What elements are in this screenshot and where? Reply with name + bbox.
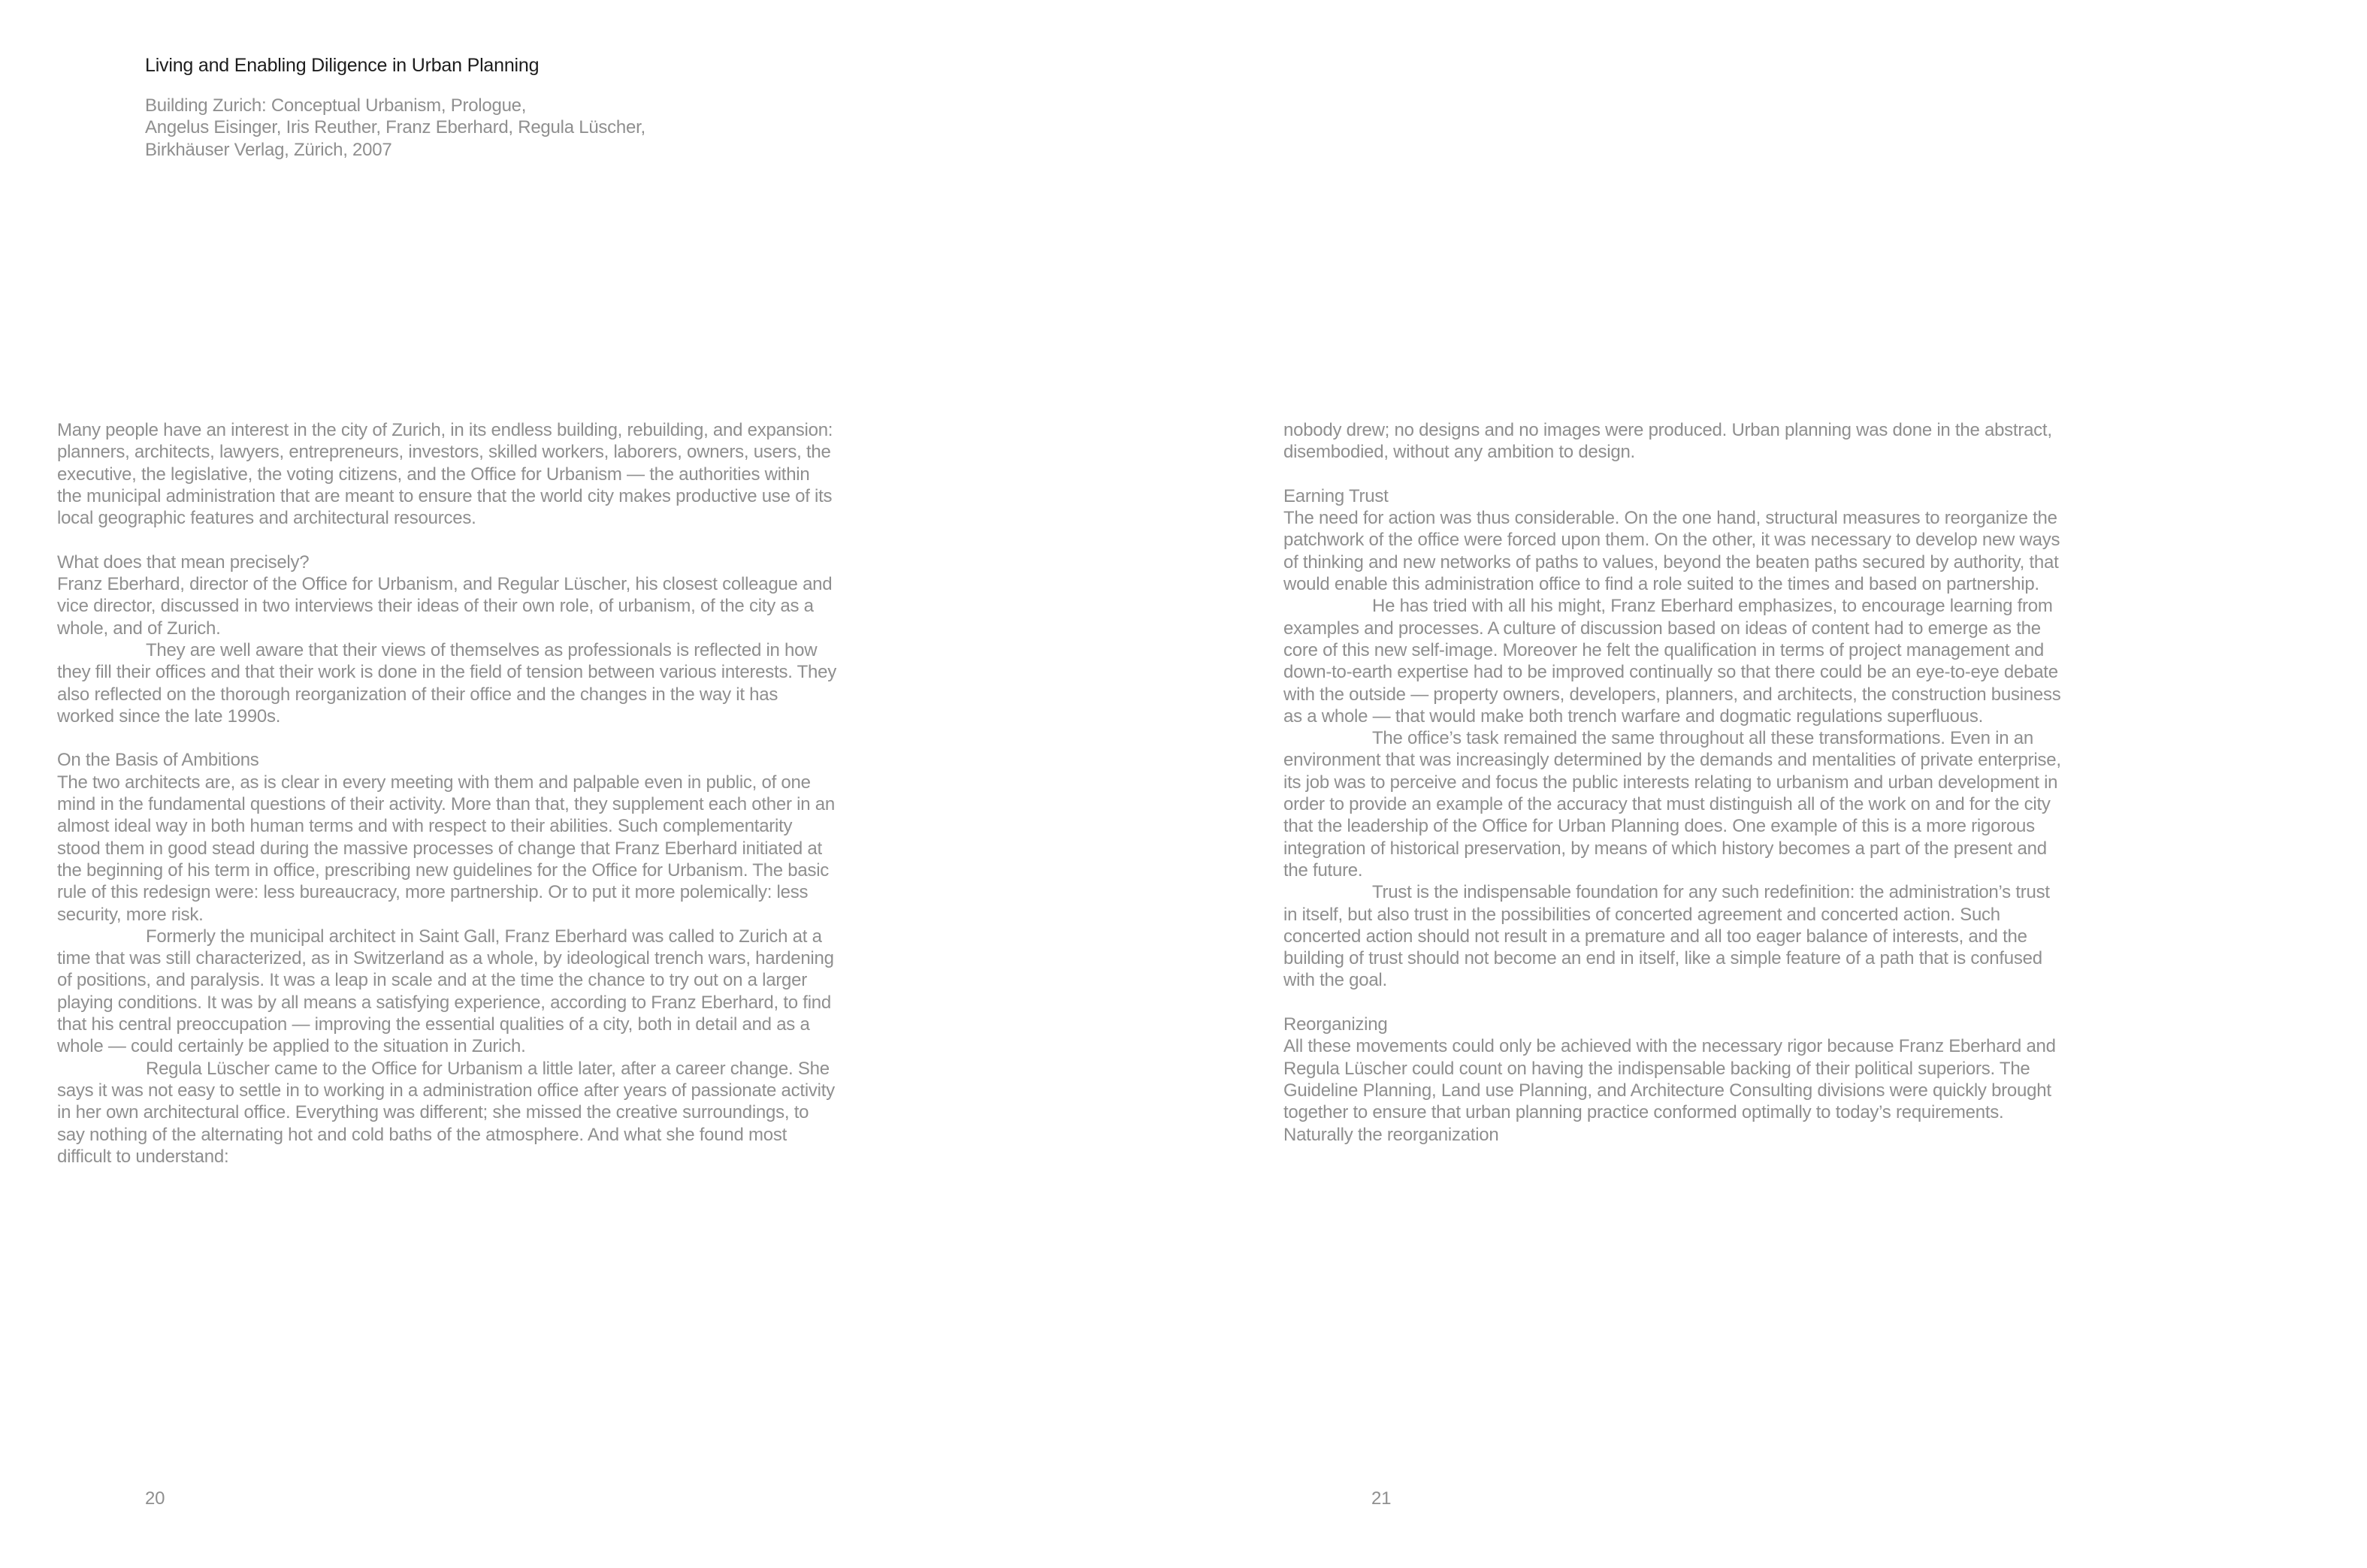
text-block-reorganizing	[1283, 1014, 2065, 1146]
block-heading: Earning Trust	[1283, 485, 1389, 506]
paragraph: All these movements could only be achieved with the necessary rigor because Franz Eberhard and Regula Lüscher could count on having the indispensable backing of their political superiors. The Guideline Planning, Land use Planning, and Architecture Consulting divisions were quickly brought together to ensure that urban planning practice conformed optimally to today’s requirements. Naturally the reorganization	[1283, 1036, 2056, 1145]
text-block-continuation	[1283, 419, 2065, 464]
left-text-column	[57, 419, 839, 1168]
source-line: Birkhäuser Verlag, Zürich, 2007	[145, 139, 392, 160]
right-text-column	[1283, 419, 2065, 1146]
block-heading: Reorganizing	[1283, 1014, 1388, 1035]
text-block-what-does-that-mean	[57, 551, 839, 727]
paragraph: They are well aware that their views of themselves as professionals is reflected in how they fill their offices and that their work is done in the field of tension between various interests. They also reflected on the thorough reorganization of their office and the changes in the way it has worked since the late 1990s.	[57, 639, 836, 727]
block-heading: On the Basis of Ambitions	[57, 750, 259, 771]
title-block	[145, 54, 539, 77]
source-reference-block	[145, 95, 645, 161]
text-block-earning-trust	[1283, 485, 2065, 992]
page-number-left: 20	[145, 1488, 165, 1509]
source-line: Angelus Eisinger, Iris Reuther, Franz Eberhard, Regula Lüscher,	[145, 117, 645, 138]
paragraph: Formerly the municipal architect in Saint Gall, Franz Eberhard was called to Zurich at a time that was still characterized, as in Switzerland as a whole, by ideological trench wars, hardening of positions, and paralysis. It was a leap in scale and at the time the chance to try out on a larger playing conditions. It was by all means a satisfying experience, according to Franz Eberhard, to find that his central preoccupation — improving the essential qualities of a city, both in detail and as a whole — could certainly be applied to the situation in Zurich.	[57, 926, 834, 1057]
paragraph: Many people have an interest in the city of Zurich, in its endless building, rebuilding, and expansion: planners, architects, lawyers, entrepreneurs, investors, skilled workers, laborers, owners, users, the executive, the legislative, the voting citizens, and the Office for Urbanism — the authorities within the municipal administration that are meant to ensure that the world city makes productive use of its local geographic features and architectural resources.	[57, 420, 833, 529]
paragraph: nobody drew; no designs and no images were produced. Urban planning was done in the abstract, disembodied, without any ambition to design.	[1283, 420, 2052, 463]
paragraph: Franz Eberhard, director of the Office for Urbanism, and Regular Lüscher, his closest colleague and vice director, discussed in two interviews their ideas of their own role, of urbanism, of the city as a whole, and of Zurich.	[57, 574, 833, 639]
source-line: Building Zurich: Conceptual Urbanism, Prologue,	[145, 95, 527, 116]
paragraph: He has tried with all his might, Franz Eberhard emphasizes, to encourage learning from examples and processes. A culture of discussion based on ideas of content had to emerge as the core of this new self-image. Moreover he felt the qualification in terms of project management and down-to-earth expertise had to be improved continually so that there could be an eye-to-eye debate with the outside — property owners, developers, planners, and architects, the construction business as a whole — that would make both trench warfare and dogmatic regulations superfluous.	[1283, 596, 2061, 727]
block-heading: What does that mean precisely?	[57, 551, 310, 573]
paragraph: Regula Lüscher came to the Office for Urbanism a little later, after a career change. She says it was not easy to settle in to working in a administration office after years of passionate activity in her own architectural office. Everything was different; she missed the creative surroundings, to say nothing of the alternating hot and cold baths of the atmosphere. And what she found most difficult to understand:	[57, 1058, 835, 1167]
paragraph: The two architects are, as is clear in every meeting with them and palpable even in public, of one mind in the fundamental questions of their activity. More than that, they supplement each other in an almost ideal way in both human terms and with respect to their abilities. Such complementarity stood them in good stead during the massive processes of change that Franz Eberhard initiated at the beginning of his term in office, prescribing new guidelines for the Office for Urbanism. The basic rule of this redesign were: less bureaucracy, more partnership. Or to put it more polemically: less security, more risk.	[57, 772, 835, 925]
page-title: Living and Enabling Diligence in Urban Planning	[145, 55, 540, 76]
paragraph: The office’s task remained the same throughout all these transformations. Even in an environment that was increasingly determined by the demands and mentalities of private enterprise, its job was to perceive and focus the public interests relating to urbanism and urban development in order to provide an example of the accuracy that must distinguish all of the work on and for the city that the leadership of the Office for Urban Planning does. One example of this is a more rigorous integration of historical preservation, by means of which history becomes a part of the present and the future.	[1283, 728, 2061, 881]
paragraph: The need for action was thus considerable. On the one hand, structural measures to reorganize the patchwork of the office were forced upon them. On the other, it was necessary to develop new ways of thinking and new networks of paths to values, beyond the beaten paths secured by authority, that would enable this administration office to find a role suited to the times and based on partnership.	[1283, 508, 2060, 595]
paragraph: Trust is the indispensable foundation for any such redefinition: the administration’s trust in itself, but also trust in the possibilities of concerted agreement and concerted action. Such concerted action should not result in a premature and all too eager balance of interests, and the building of trust should not become an end in itself, like a simple feature of a path that is confused with the goal.	[1283, 882, 2050, 991]
text-block-intro	[57, 419, 839, 529]
text-block-on-the-basis-of-ambitions	[57, 749, 839, 1168]
page-number-right: 21	[1371, 1488, 1392, 1509]
